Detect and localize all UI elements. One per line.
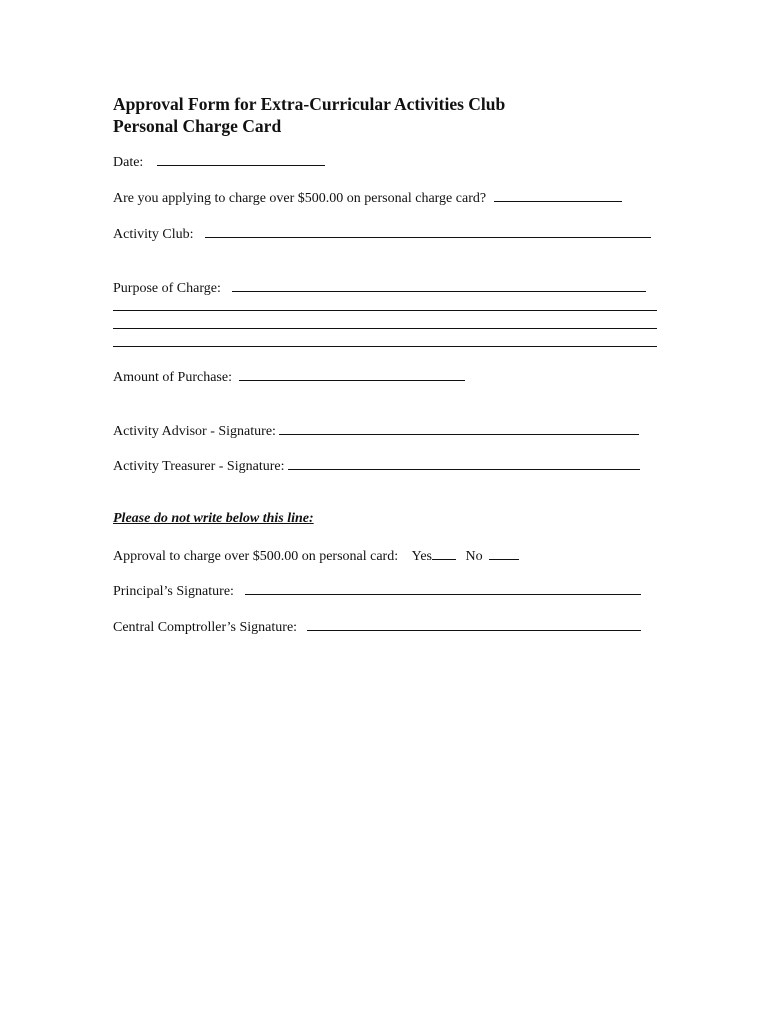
no-label: No bbox=[465, 549, 483, 564]
principal-row bbox=[113, 581, 641, 601]
charge-question-field[interactable] bbox=[494, 188, 622, 202]
purpose-field[interactable] bbox=[232, 278, 646, 292]
treasurer-row bbox=[113, 456, 640, 476]
date-field[interactable] bbox=[157, 152, 325, 166]
amount-row bbox=[113, 367, 465, 387]
purpose-line-2[interactable] bbox=[113, 310, 657, 311]
treasurer-label: Activity Treasurer - Signature: bbox=[113, 459, 285, 474]
amount-label: Amount of Purchase: bbox=[113, 370, 232, 385]
advisor-row bbox=[113, 421, 639, 441]
treasurer-signature-field[interactable] bbox=[288, 456, 640, 470]
amount-field[interactable] bbox=[239, 367, 465, 381]
activity-club-label: Activity Club: bbox=[113, 227, 194, 242]
purpose-row bbox=[113, 278, 646, 298]
advisor-signature-field[interactable] bbox=[279, 421, 639, 435]
date-label: Date: bbox=[113, 155, 144, 170]
form-title: Approval Form for Extra-Curricular Activities Club bbox=[113, 94, 506, 114]
charge-question-label: Are you applying to charge over $500.00 on personal charge card? bbox=[113, 191, 487, 206]
charge-question-row bbox=[113, 188, 622, 208]
comptroller-row bbox=[113, 617, 641, 637]
office-use-notice: Please do not write below this line: bbox=[113, 511, 314, 526]
comptroller-label: Central Comptroller’s Signature: bbox=[113, 620, 298, 635]
activity-club-row bbox=[113, 224, 651, 244]
principal-signature-field[interactable] bbox=[245, 581, 641, 595]
approval-row bbox=[113, 546, 519, 566]
no-field[interactable] bbox=[489, 546, 519, 560]
purpose-line-4[interactable] bbox=[113, 346, 657, 347]
advisor-label: Activity Advisor - Signature: bbox=[113, 424, 276, 439]
yes-label: Yes bbox=[411, 549, 432, 564]
date-row bbox=[113, 152, 325, 172]
purpose-label: Purpose of Charge: bbox=[113, 281, 221, 296]
activity-club-field[interactable] bbox=[205, 224, 651, 238]
yes-field[interactable] bbox=[432, 546, 456, 560]
form-subtitle: Personal Charge Card bbox=[113, 116, 282, 136]
purpose-line-3[interactable] bbox=[113, 328, 657, 329]
approval-label: Approval to charge over $500.00 on personal card: bbox=[113, 549, 399, 564]
comptroller-signature-field[interactable] bbox=[307, 617, 641, 631]
principal-label: Principal’s Signature: bbox=[113, 584, 234, 599]
